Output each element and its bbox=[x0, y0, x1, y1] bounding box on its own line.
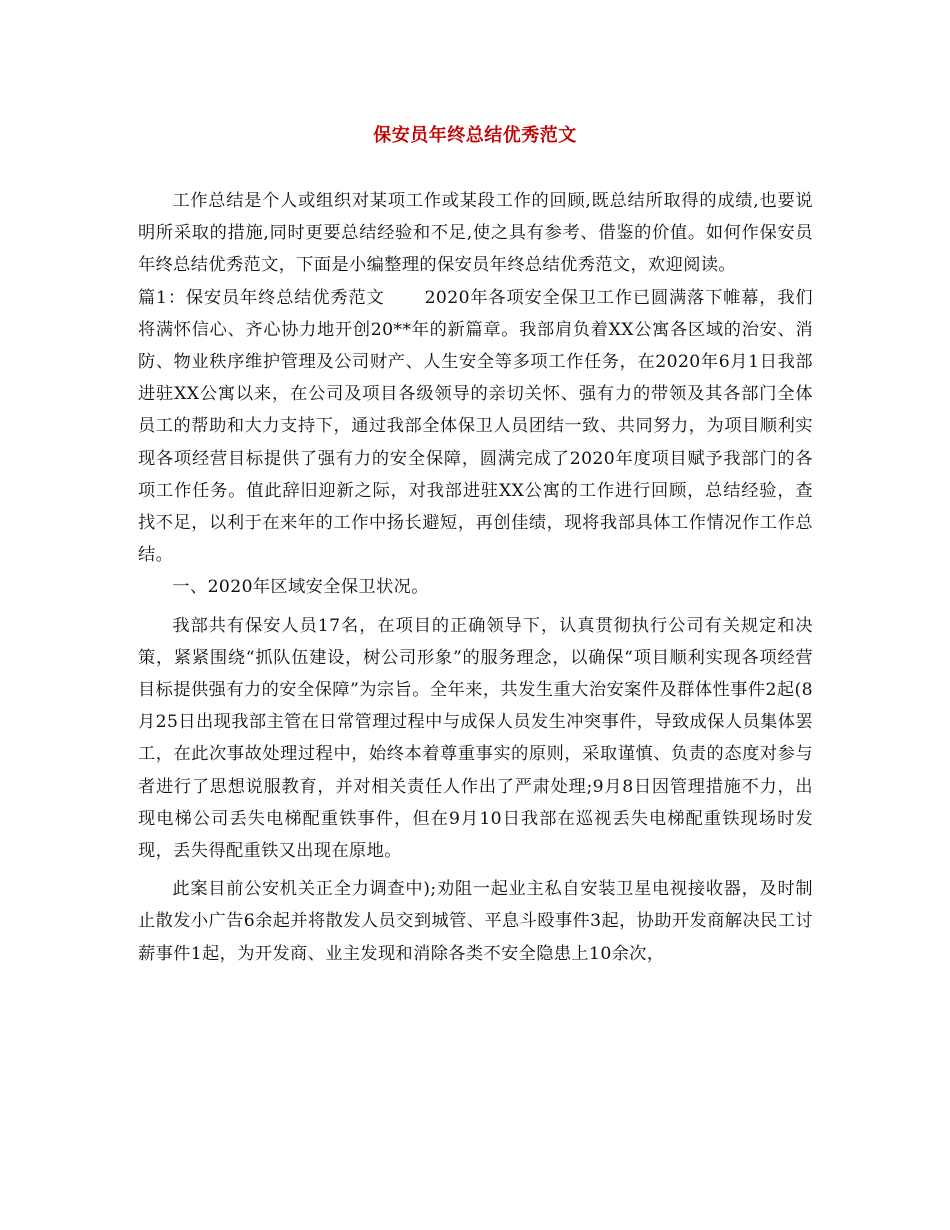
article-opening-text: 2020年各项安全保卫工作已圆满落下帷幕，我们将满怀信心、齐心协力地开创20**年的新篇章。我部肩负着XX公寓各区域的治安、消防、物业秩序维护管理及公司财产、人生安全等多项工作任务，在2020年6月1日我部进驻XX公寓以来，在公司及项目各级领导的亲切关怀、强有力的带领及其各部门全体员工的帮助和大力支持下，通过我部全体保卫人员团结一致、共同努力，为项目顺利实现各项经营目标提供了强有力的安全保障，圆满完成了2020年度项目赋予我部门的各项工作任务。值此辞旧迎新之际，对我部进驻XX公寓的工作进行回顾，总结经验，查找不足，以利于在来年的工作中扬长避短，再创佳绩，现将我部具体工作情况作工作总结。 bbox=[138, 287, 813, 566]
continued-paragraph: 此案目前公安机关正全力调查中);劝阻一起业主私自安装卫星电视接收器，及时制止散发小广告6余起并将散发人员交到城管、平息斗殴事件3起，协助开发商解决民工讨薪事件1起，为开发商、业主发现和消除各类不安全隐患上10余次， bbox=[138, 879, 813, 964]
security-status-paragraph: 我部共有保安人员17名，在项目的正确领导下，认真贯彻执行公司有关规定和决策，紧紧围绕“抓队伍建设，树公司形象”的服务理念，以确保“项目顺利实现各项经营目标提供强有力的安全保障”为宗旨。全年来，共发生重大治安案件及群体性事件2起(8月25日出现我部主管在日常管理过程中与成保人员发生冲突事件，导致成保人员集体罢工，在此次事故处理过程中，始终本着尊重事实的原则，采取谨慎、负责的态度对参与者进行了思想说服教育，并对相关责任人作出了严肃处理;9月8日因管理措施不力，出现电梯公司丢失电梯配重铁事件，但在9月10日我部在巡视丢失电梯配重铁现场时发现，丢失得配重铁又出现在原地。 bbox=[138, 615, 813, 862]
article-heading: 篇1：保安员年终总结优秀范文 bbox=[138, 287, 385, 308]
document-body bbox=[138, 185, 813, 970]
intro-paragraph: 工作总结是个人或组织对某项工作或某段工作的回顾,既总结所取得的成绩,也要说明所采取的措施,同时更要总结经验和不足,使之具有参考、借鉴的价值。如何作保安员年终总结优秀范文，下面是小编整理的保安员年终总结优秀范文，欢迎阅读。 bbox=[138, 191, 813, 276]
document-title: 保安员年终总结优秀范文 bbox=[373, 125, 577, 146]
section-heading: 一、2020年区域安全保卫状况。 bbox=[172, 577, 429, 598]
article-paragraph bbox=[138, 282, 813, 572]
